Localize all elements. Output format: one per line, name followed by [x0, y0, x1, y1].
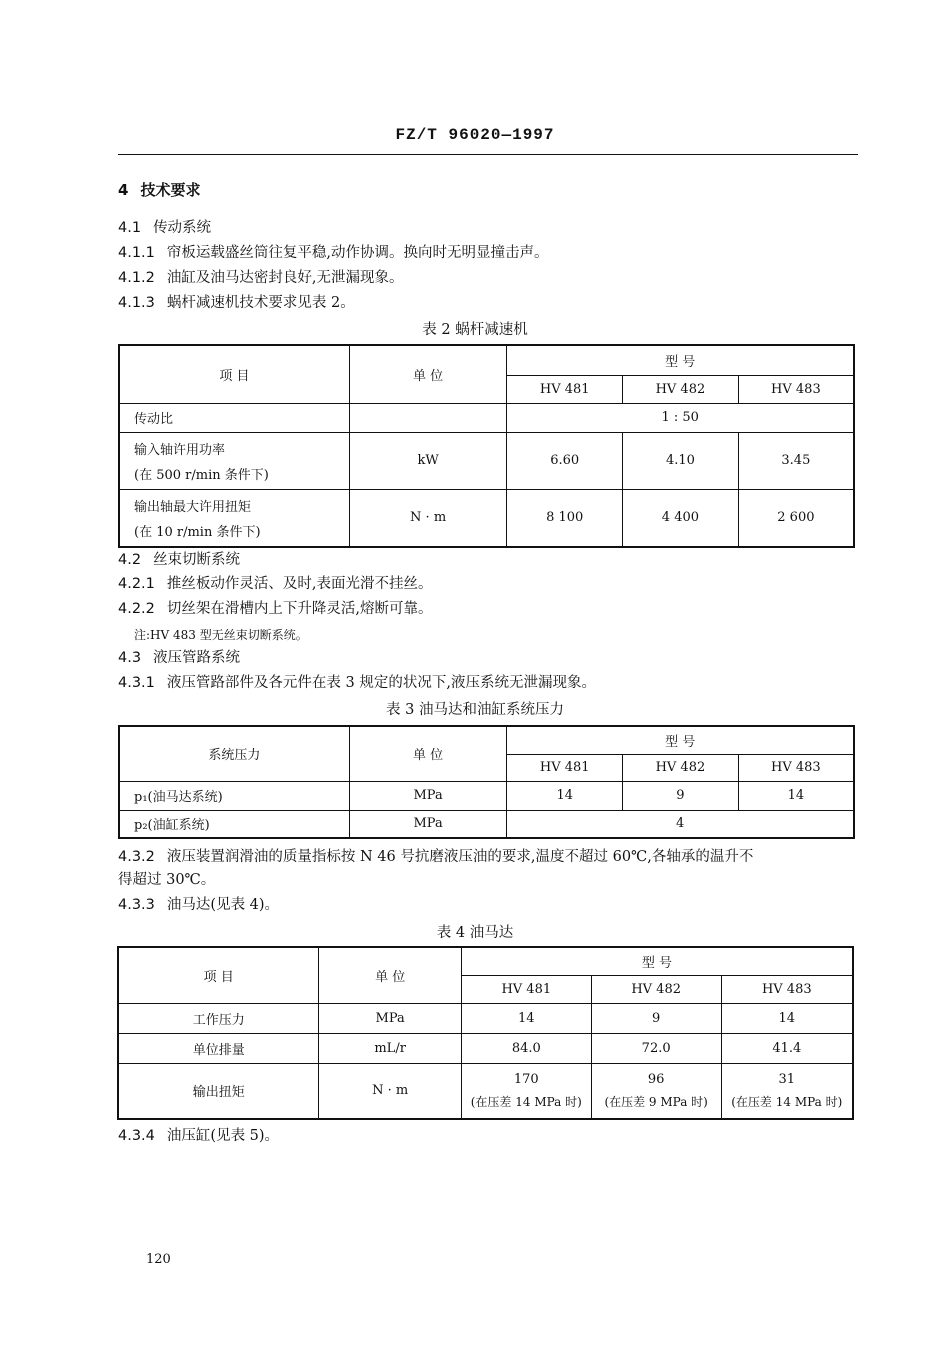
value-condition: (在压差 14 MPa 时) — [731, 1094, 843, 1109]
row-value: 41.4 — [721, 1033, 853, 1063]
row-value: 84.0 — [461, 1033, 591, 1063]
header-rule — [118, 154, 858, 155]
row-unit: kW — [349, 432, 507, 489]
row-item — [119, 489, 349, 547]
row-merged-value: 4 — [507, 810, 854, 838]
model-header: HV 482 — [623, 375, 739, 403]
row-unit: MPa — [319, 1003, 461, 1033]
value-condition: (在压差 14 MPa 时) — [470, 1094, 582, 1109]
row-unit: N · m — [349, 489, 507, 547]
model-header: HV 481 — [507, 754, 623, 781]
row-value: 14 — [461, 1003, 591, 1033]
clause-number: 4.3.3 — [118, 897, 155, 913]
row-unit: MPa — [349, 810, 507, 838]
clause-4-2-2 — [118, 599, 433, 619]
table-row — [119, 781, 854, 810]
row-value: 4 400 — [623, 489, 739, 547]
table-4-caption: 表 4 油马达 — [436, 925, 514, 941]
model-header: HV 482 — [623, 754, 739, 781]
table-row — [119, 432, 854, 489]
clause-text: 油压缸(见表 5)。 — [166, 1128, 280, 1144]
row-unit: MPa — [349, 781, 507, 810]
row-value: 9 — [623, 781, 739, 810]
row-item: p₁(油马达系统) — [119, 781, 349, 810]
col-header-item: 项 目 — [118, 947, 319, 1003]
clause-text: 切丝架在滑槽内上下升降灵活,熔断可靠。 — [166, 601, 433, 617]
clause-4-1-2 — [118, 268, 404, 288]
row-value: 14 — [738, 781, 854, 810]
clause-4-3-2 — [118, 847, 753, 867]
row-unit: N · m — [319, 1063, 461, 1119]
value-number: 96 — [647, 1071, 665, 1087]
clause-text: 液压装置润滑油的质量指标按 N 46 号抗磨液压油的要求,温度不超过 60℃,各轴承的温升不 — [166, 849, 754, 865]
row-item-label: 输出轴最大许用扭矩 — [134, 499, 252, 515]
model-header: HV 483 — [738, 375, 854, 403]
clause-text: 油马达(见表 4)。 — [166, 897, 280, 913]
row-value — [461, 1063, 591, 1119]
col-header-item: 系统压力 — [119, 726, 349, 781]
row-merged-value: 1 : 50 — [507, 403, 854, 432]
row-value: 14 — [507, 781, 623, 810]
clause-4-3-1 — [118, 673, 596, 693]
model-header: HV 483 — [738, 754, 854, 781]
clause-text: 蜗杆减速机技术要求见表 2。 — [166, 295, 355, 311]
table-2-caption: 表 2 蜗杆减速机 — [422, 322, 528, 338]
row-value: 4.10 — [623, 432, 739, 489]
row-value: 2 600 — [738, 489, 854, 547]
row-item: 传动比 — [119, 403, 349, 432]
value-condition: (在压差 9 MPa 时) — [604, 1094, 708, 1109]
note: 注:HV 483 型无丝束切断系统。 — [134, 628, 308, 642]
row-item: 输出扭矩 — [118, 1063, 319, 1119]
row-item: 工作压力 — [118, 1003, 319, 1033]
table-row — [118, 1063, 853, 1119]
col-header-item: 项 目 — [119, 345, 349, 403]
table-2 — [118, 344, 855, 548]
table-row — [119, 810, 854, 838]
clause-4-3-2-continued: 得超过 30℃。 — [118, 872, 216, 888]
clause-text: 推丝板动作灵活、及时,表面光滑不挂丝。 — [166, 576, 433, 592]
table-row — [119, 489, 854, 547]
row-unit — [349, 403, 507, 432]
clause-text: 液压管路部件及各元件在表 3 规定的状况下,液压系统无泄漏现象。 — [166, 675, 596, 691]
table-4 — [117, 946, 854, 1120]
clause-4-1-3 — [118, 293, 355, 313]
clause-4-1 — [118, 218, 211, 238]
model-header: HV 481 — [507, 375, 623, 403]
clause-number: 4.3 — [118, 650, 142, 666]
col-header-unit: 单 位 — [319, 947, 461, 1003]
row-item: p₂(油缸系统) — [119, 810, 349, 838]
clause-4-3 — [118, 648, 240, 668]
col-header-model: 型 号 — [507, 726, 854, 754]
clause-text: 液压管路系统 — [153, 650, 241, 666]
row-item-condition: (在 10 r/min 条件下) — [134, 524, 261, 540]
row-item-label: 输入轴许用功率 — [134, 442, 226, 458]
clause-text: 传动系统 — [153, 220, 212, 236]
table-row — [118, 1033, 853, 1063]
row-value: 72.0 — [591, 1033, 721, 1063]
clause-number: 4.2.1 — [118, 576, 155, 592]
clause-4-2 — [118, 550, 240, 570]
clause-number: 4.3.1 — [118, 675, 155, 691]
row-item-condition: (在 500 r/min 条件下) — [134, 467, 269, 483]
section-4-heading — [118, 180, 200, 200]
row-value: 14 — [721, 1003, 853, 1033]
document-code: FZ/T 96020—1997 — [395, 126, 555, 144]
row-unit: mL/r — [319, 1033, 461, 1063]
value-number: 31 — [778, 1071, 796, 1087]
row-value: 9 — [591, 1003, 721, 1033]
clause-number: 4.2 — [118, 552, 142, 568]
row-value — [591, 1063, 721, 1119]
clause-number: 4.3.4 — [118, 1128, 155, 1144]
table-3 — [118, 725, 855, 839]
clause-text: 油缸及油马达密封良好,无泄漏现象。 — [166, 270, 404, 286]
row-item — [119, 432, 349, 489]
model-header: HV 481 — [461, 975, 591, 1003]
row-value: 8 100 — [507, 489, 623, 547]
row-item: 单位排量 — [118, 1033, 319, 1063]
clause-text: 丝束切断系统 — [153, 552, 241, 568]
value-number: 170 — [513, 1071, 539, 1087]
clause-4-1-1 — [118, 243, 549, 263]
clause-4-2-1 — [118, 574, 433, 594]
clause-number: 4.1.1 — [118, 245, 155, 261]
col-header-model: 型 号 — [507, 345, 854, 375]
table-row — [118, 1003, 853, 1033]
table-row — [119, 403, 854, 432]
row-value: 6.60 — [507, 432, 623, 489]
model-header: HV 482 — [591, 975, 721, 1003]
section-title: 技术要求 — [140, 181, 201, 199]
page-number: 120 — [146, 1252, 171, 1267]
row-value — [721, 1063, 853, 1119]
section-number: 4 — [118, 181, 129, 199]
row-value: 3.45 — [738, 432, 854, 489]
clause-4-3-3 — [118, 895, 279, 915]
clause-number: 4.1.2 — [118, 270, 155, 286]
col-header-unit: 单 位 — [349, 726, 507, 781]
clause-number: 4.1 — [118, 220, 142, 236]
col-header-unit: 单 位 — [349, 345, 507, 403]
clause-number: 4.1.3 — [118, 295, 155, 311]
clause-text: 帘板运载盛丝筒往复平稳,动作协调。换向时无明显撞击声。 — [166, 245, 549, 261]
clause-number: 4.2.2 — [118, 601, 155, 617]
model-header: HV 483 — [721, 975, 853, 1003]
col-header-model: 型 号 — [461, 947, 853, 975]
table-3-caption: 表 3 油马达和油缸系统压力 — [386, 702, 564, 718]
clause-number: 4.3.2 — [118, 849, 155, 865]
clause-4-3-4 — [118, 1126, 279, 1146]
